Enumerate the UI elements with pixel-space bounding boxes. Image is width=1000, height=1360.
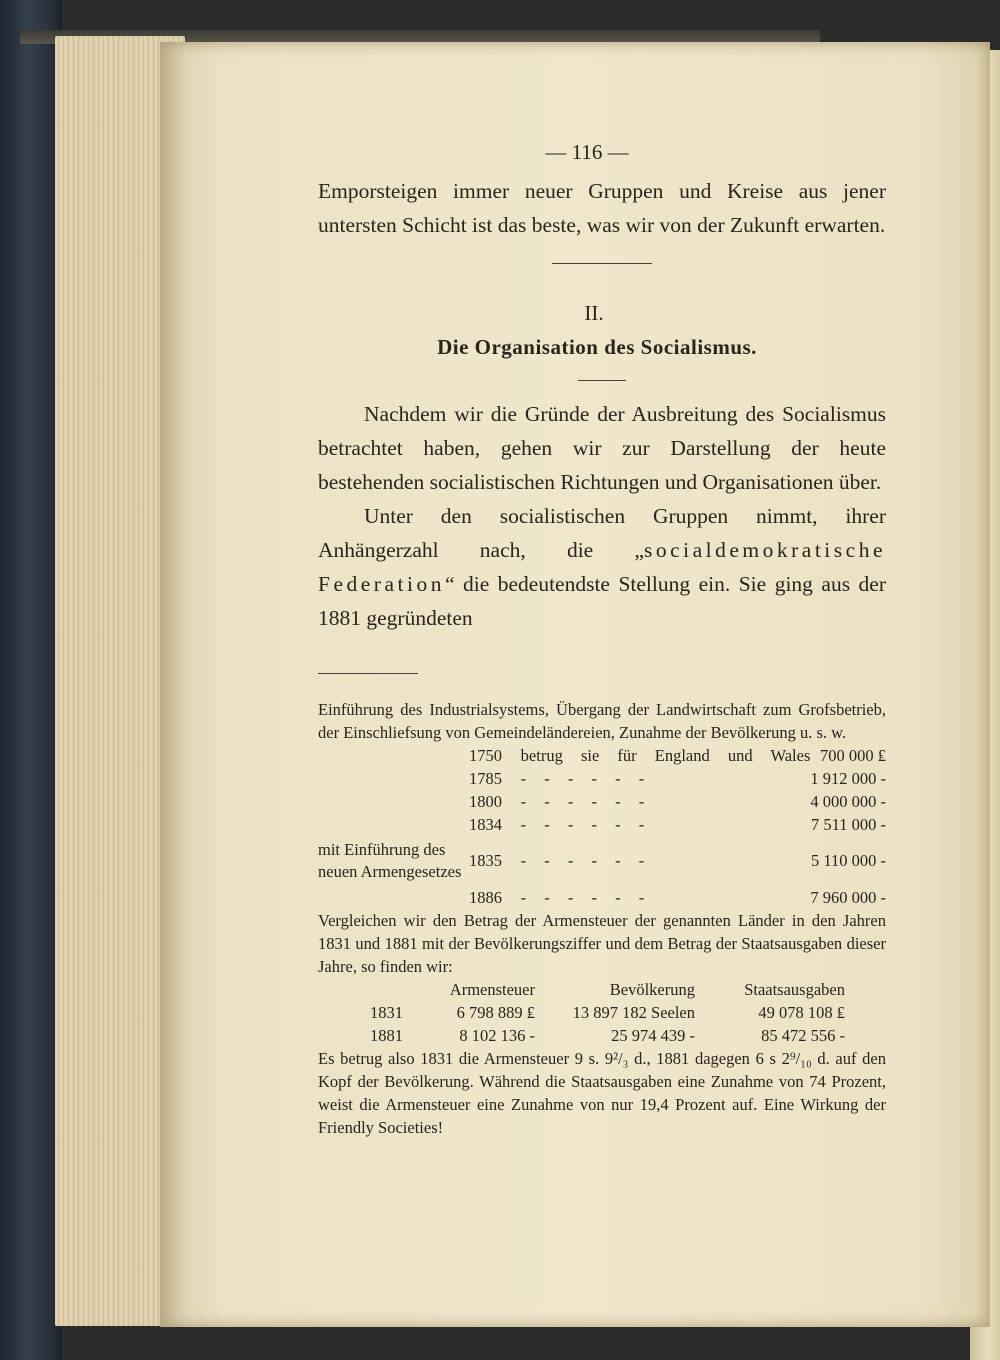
paragraph-continuation: Emporsteigen immer neuer Gruppen und Kreise aus jener untersten Schicht ist das beste, was wir von der Zukunft erwarten. [318, 179, 886, 237]
title-divider [578, 380, 626, 381]
page-number: — 116 — [545, 140, 629, 164]
cell-staatsausgaben: 49 078 108 ₤ [758, 1002, 845, 1022]
table-row [318, 1001, 886, 1024]
row-year: 1800 [469, 791, 502, 811]
row-note [318, 767, 469, 790]
row-year: 1750 [469, 745, 502, 765]
column-header: Bevölkerung [609, 979, 695, 999]
cell-year: 1831 [370, 1002, 403, 1022]
column-header: Staatsausgaben [744, 979, 845, 999]
row-label: betrug sie für England und Wales [520, 745, 811, 765]
cell-armensteuer: 6 798 889 ₤ [456, 1002, 535, 1022]
table-row [318, 790, 886, 813]
section-title: Die Organisation des Socialismus. [437, 335, 757, 359]
row-year: 1835 [469, 851, 502, 870]
row-note [318, 813, 469, 836]
table-header-row [318, 978, 886, 1001]
main-text-section [318, 397, 886, 635]
row-amount: 7 960 000 - [810, 887, 886, 907]
row-label: - - - - - - [520, 791, 645, 811]
empty-cell [845, 1001, 886, 1024]
row-label: - - - - - - [520, 851, 645, 870]
cell-bevoelkerung: 13 897 182 Seelen [572, 1002, 695, 1022]
table-row [318, 886, 886, 909]
footnote [318, 698, 886, 1139]
empty-cell [845, 1024, 886, 1047]
row-amount: 4 000 000 - [810, 791, 886, 811]
poor-tax-table [318, 744, 886, 909]
table-row [318, 767, 886, 790]
row-label: - - - - - - [520, 814, 645, 834]
comparison-table [318, 978, 886, 1047]
book-binding [0, 0, 62, 1360]
paragraph-text: Unter den socialistischen Gruppen nimmt, ihrer Anhängerzahl nach, die „ [318, 504, 886, 562]
row-note: mit Einführung des neuen Armengesetzes [318, 840, 462, 881]
row-note [318, 886, 469, 909]
table-row [318, 813, 886, 836]
cell-staatsausgaben: 85 472 556 - [761, 1025, 845, 1045]
row-label: - - - - - - [520, 887, 645, 907]
empty-header-cell [845, 978, 886, 1001]
footnote-intro: Einführung des Industrialsystems, Übergang der Landwirtschaft zum Grofsbetrieb, der Einschliefsung von Gemeindeländereien, Zunahme der Bevölkerung u. s. w. [318, 700, 886, 742]
footnote-divider [318, 673, 418, 674]
main-text [318, 174, 886, 242]
row-label: - - - - - - [520, 768, 645, 788]
footnote-conclusion: Es betrug also 1831 die Armensteuer 9 s. 9²/₃ d., 1881 dagegen 6 s 2⁹/₁₀ d. auf den Kopf der Bevölkerung. Während die Staatsausgaben eine Zunahme von 74 Prozent, weist die Armensteuer eine Zunahme von nur 19,4 Prozent auf. Eine Wirkung der Friendly Societies! [318, 1049, 886, 1137]
table-row [318, 744, 886, 767]
row-amount: 7 511 000 - [810, 814, 886, 834]
row-amount: 5 110 000 - [810, 851, 886, 870]
paragraph: Nachdem wir die Gründe der Ausbreitung des Socialismus betrachtet haben, gehen wir zur Darstellung der heute bestehenden socialistischen Richtungen und Organisationen über. [318, 402, 886, 494]
row-year: 1886 [469, 887, 502, 907]
column-header: Armensteuer [449, 979, 535, 999]
row-year: 1834 [469, 814, 502, 834]
table-row [318, 836, 886, 886]
row-amount: 1 912 000 - [810, 768, 886, 788]
row-note [318, 790, 469, 813]
cell-bevoelkerung: 25 974 439 - [611, 1025, 695, 1045]
table-row [318, 1024, 886, 1047]
emphasized-term: socialdemokratische Federation [318, 538, 886, 596]
paragraph [318, 499, 886, 635]
footnote-comparison-text: Vergleichen wir den Betrag der Armensteuer der genannten Länder in den Jahren 1831 und 1881 mit der Bevölkerungsziffer und dem Betrag der Staatsausgaben dieser Jahre, so finden wir: [318, 911, 886, 976]
section-divider [552, 263, 652, 264]
page-content [318, 130, 886, 1139]
row-note [318, 744, 469, 767]
row-amount: 700 000 ₤ [820, 745, 886, 765]
paragraph-text: “ die bedeutendste Stellung ein. Sie ging aus der 1881 gegründeten [318, 572, 886, 630]
cell-armensteuer: 8 102 136 - [459, 1025, 535, 1045]
section-number: II. [584, 301, 604, 325]
cell-year: 1881 [370, 1025, 403, 1045]
row-year: 1785 [469, 768, 502, 788]
empty-header-cell [318, 978, 403, 1001]
